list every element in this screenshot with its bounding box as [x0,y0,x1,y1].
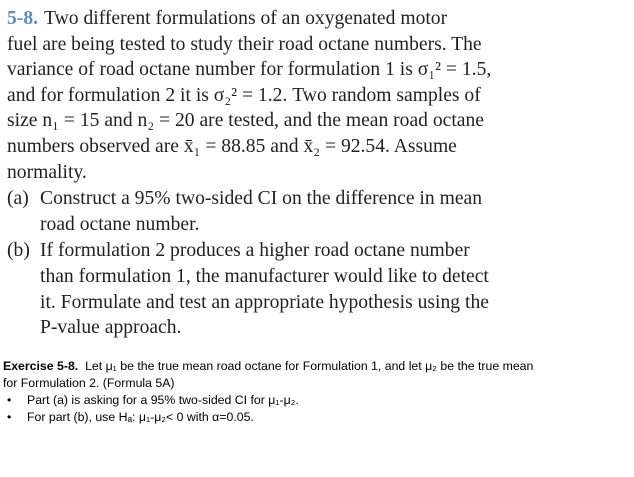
part-a-label: (a) [7,188,29,210]
stem-line: variance of road octane number for formulation 1 is σ₁² = 1.5, [7,59,492,81]
stem-line: numbers observed are x̄₁ = 88.85 and x̄₂ = 92.54. Assume [7,135,457,157]
part-b-label: (b) [7,240,30,262]
part-line: Construct a 95% two-sided CI on the difference in mean [40,188,483,210]
problem-stem [7,6,527,185]
part-b [7,238,527,340]
note-intro: Exercise 5-8. Let μ₁ be the true mean road octane for Formulation 1, and let μ₂ be the true mean [3,359,534,373]
note-bullet: • Part (a) is asking for a 95% two-sided CI for μ₁-μ₂. [7,393,299,407]
part-line: road octane number. [40,213,200,235]
note-bullet: • For part (b), use Hₐ: μ₁-μ₂< 0 with α=0.05. [7,410,254,424]
part-a [7,186,527,237]
part-line: than formulation 1, the manufacturer would like to detect [40,265,489,287]
bullet-icon: • [7,410,12,424]
stem-line: fuel are being tested to study their road octane numbers. The [7,33,482,55]
part-line: it. Formulate and test an appropriate hypothesis using the [40,291,489,313]
bullet-icon: • [7,393,12,407]
note-intro-line2: for Formulation 2. (Formula 5A) [3,376,175,390]
exercise-note [3,358,628,426]
part-line: If formulation 2 produces a higher road octane number [40,240,470,262]
part-line: P-value approach. [40,317,182,339]
problem-number: 5-8. [7,8,39,29]
textbook-problem [7,6,527,341]
stem-line: 5-8. Two different formulations of an oxygenated motor [7,8,448,29]
stem-line: and for formulation 2 it is σ₂² = 1.2. Two random samples of [7,84,481,106]
stem-line: normality. [7,161,87,183]
note-heading: Exercise 5-8. [3,359,79,373]
stem-line: size n₁ = 15 and n₂ = 20 are tested, and the mean road octane [7,110,484,132]
